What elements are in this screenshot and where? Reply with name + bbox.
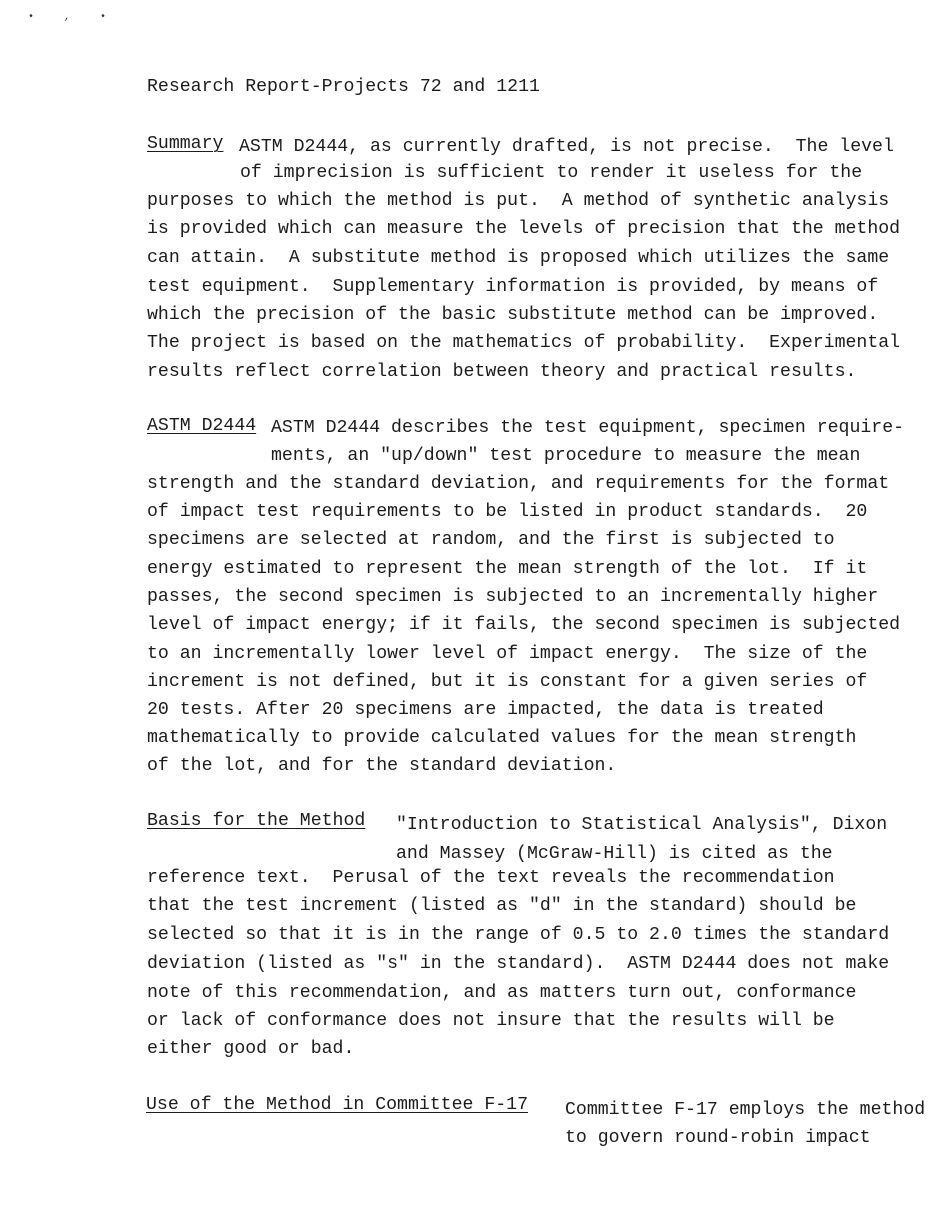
basis-text-line: note of this recommendation, and as matters turn out, conformance [147,983,857,1003]
astm-text-line: to an incrementally lower level of impact energy. The size of the [147,644,868,664]
astm-text-line: of the lot, and for the standard deviation. [147,756,617,776]
astm-text-line: 20 tests. After 20 specimens are impacted, the data is treated [147,700,824,720]
summary-text-line: is provided which can measure the levels of precision that the method [147,219,901,239]
section-heading-basis-for-the-method: Basis for the Method [147,811,366,831]
summary-text-line: of imprecision is sufficient to render it useless for the [240,163,863,183]
astm-text-line: level of impact energy; if it fails, the second specimen is subjected [147,615,901,635]
astm-text-line: passes, the second specimen is subjected to an incrementally higher [147,587,879,607]
basis-text-line: that the test increment (listed as "d" in the standard) should be [147,896,857,916]
section-heading-use-in-committee-f17: Use of the Method in Committee F-17 [146,1095,528,1115]
astm-text-line: strength and the standard deviation, and requirements for the format [147,474,890,494]
section-heading-astm-d2444: ASTM D2444 [147,416,257,436]
page-title: Research Report-Projects 72 and 1211 [147,77,540,97]
summary-text-line: results reflect correlation between theory and practical results. [147,362,857,382]
basis-text-line: or lack of conformance does not insure that the results will be [147,1011,835,1031]
astm-text-line: energy estimated to represent the mean strength of the lot. If it [147,559,868,579]
basis-text-line: deviation (listed as "s" in the standard). ASTM D2444 does not make [147,954,890,974]
basis-text-line: selected so that it is in the range of 0.5 to 2.0 times the standard [147,925,890,945]
summary-text-line: ASTM D2444, as currently drafted, is not precise. The level [239,137,894,157]
astm-text-line: specimens are selected at random, and the first is subjected to [147,530,835,550]
committee-text-line: to govern round-robin impact [565,1128,871,1148]
astm-text-line: ments, an "up/down" test procedure to measure the mean [271,446,861,466]
basis-text-line: either good or bad. [147,1039,355,1059]
committee-text-line: Committee F-17 employs the method [565,1100,926,1120]
astm-text-line: increment is not defined, but it is constant for a given series of [147,672,868,692]
summary-text-line: The project is based on the mathematics of probability. Experimental [147,333,901,353]
summary-text-line: test equipment. Supplementary information is provided, by means of [147,277,879,297]
scan-specks-decoration: •,• [28,12,137,23]
summary-text-line: purposes to which the method is put. A method of synthetic analysis [147,191,890,211]
basis-text-line: reference text. Perusal of the text reveals the recommendation [147,868,835,888]
basis-text-line: and Massey (McGraw-Hill) is cited as the [396,844,833,864]
astm-text-line: of impact test requirements to be listed in product standards. 20 [147,502,868,522]
summary-text-line: can attain. A substitute method is proposed which utilizes the same [147,248,890,268]
summary-text-line: which the precision of the basic substitute method can be improved. [147,305,879,325]
basis-text-line: "Introduction to Statistical Analysis", Dixon [396,815,888,835]
astm-text-line: mathematically to provide calculated values for the mean strength [147,728,857,748]
astm-text-line: ASTM D2444 describes the test equipment, specimen require- [271,418,905,438]
section-heading-summary: Summary [147,134,224,154]
